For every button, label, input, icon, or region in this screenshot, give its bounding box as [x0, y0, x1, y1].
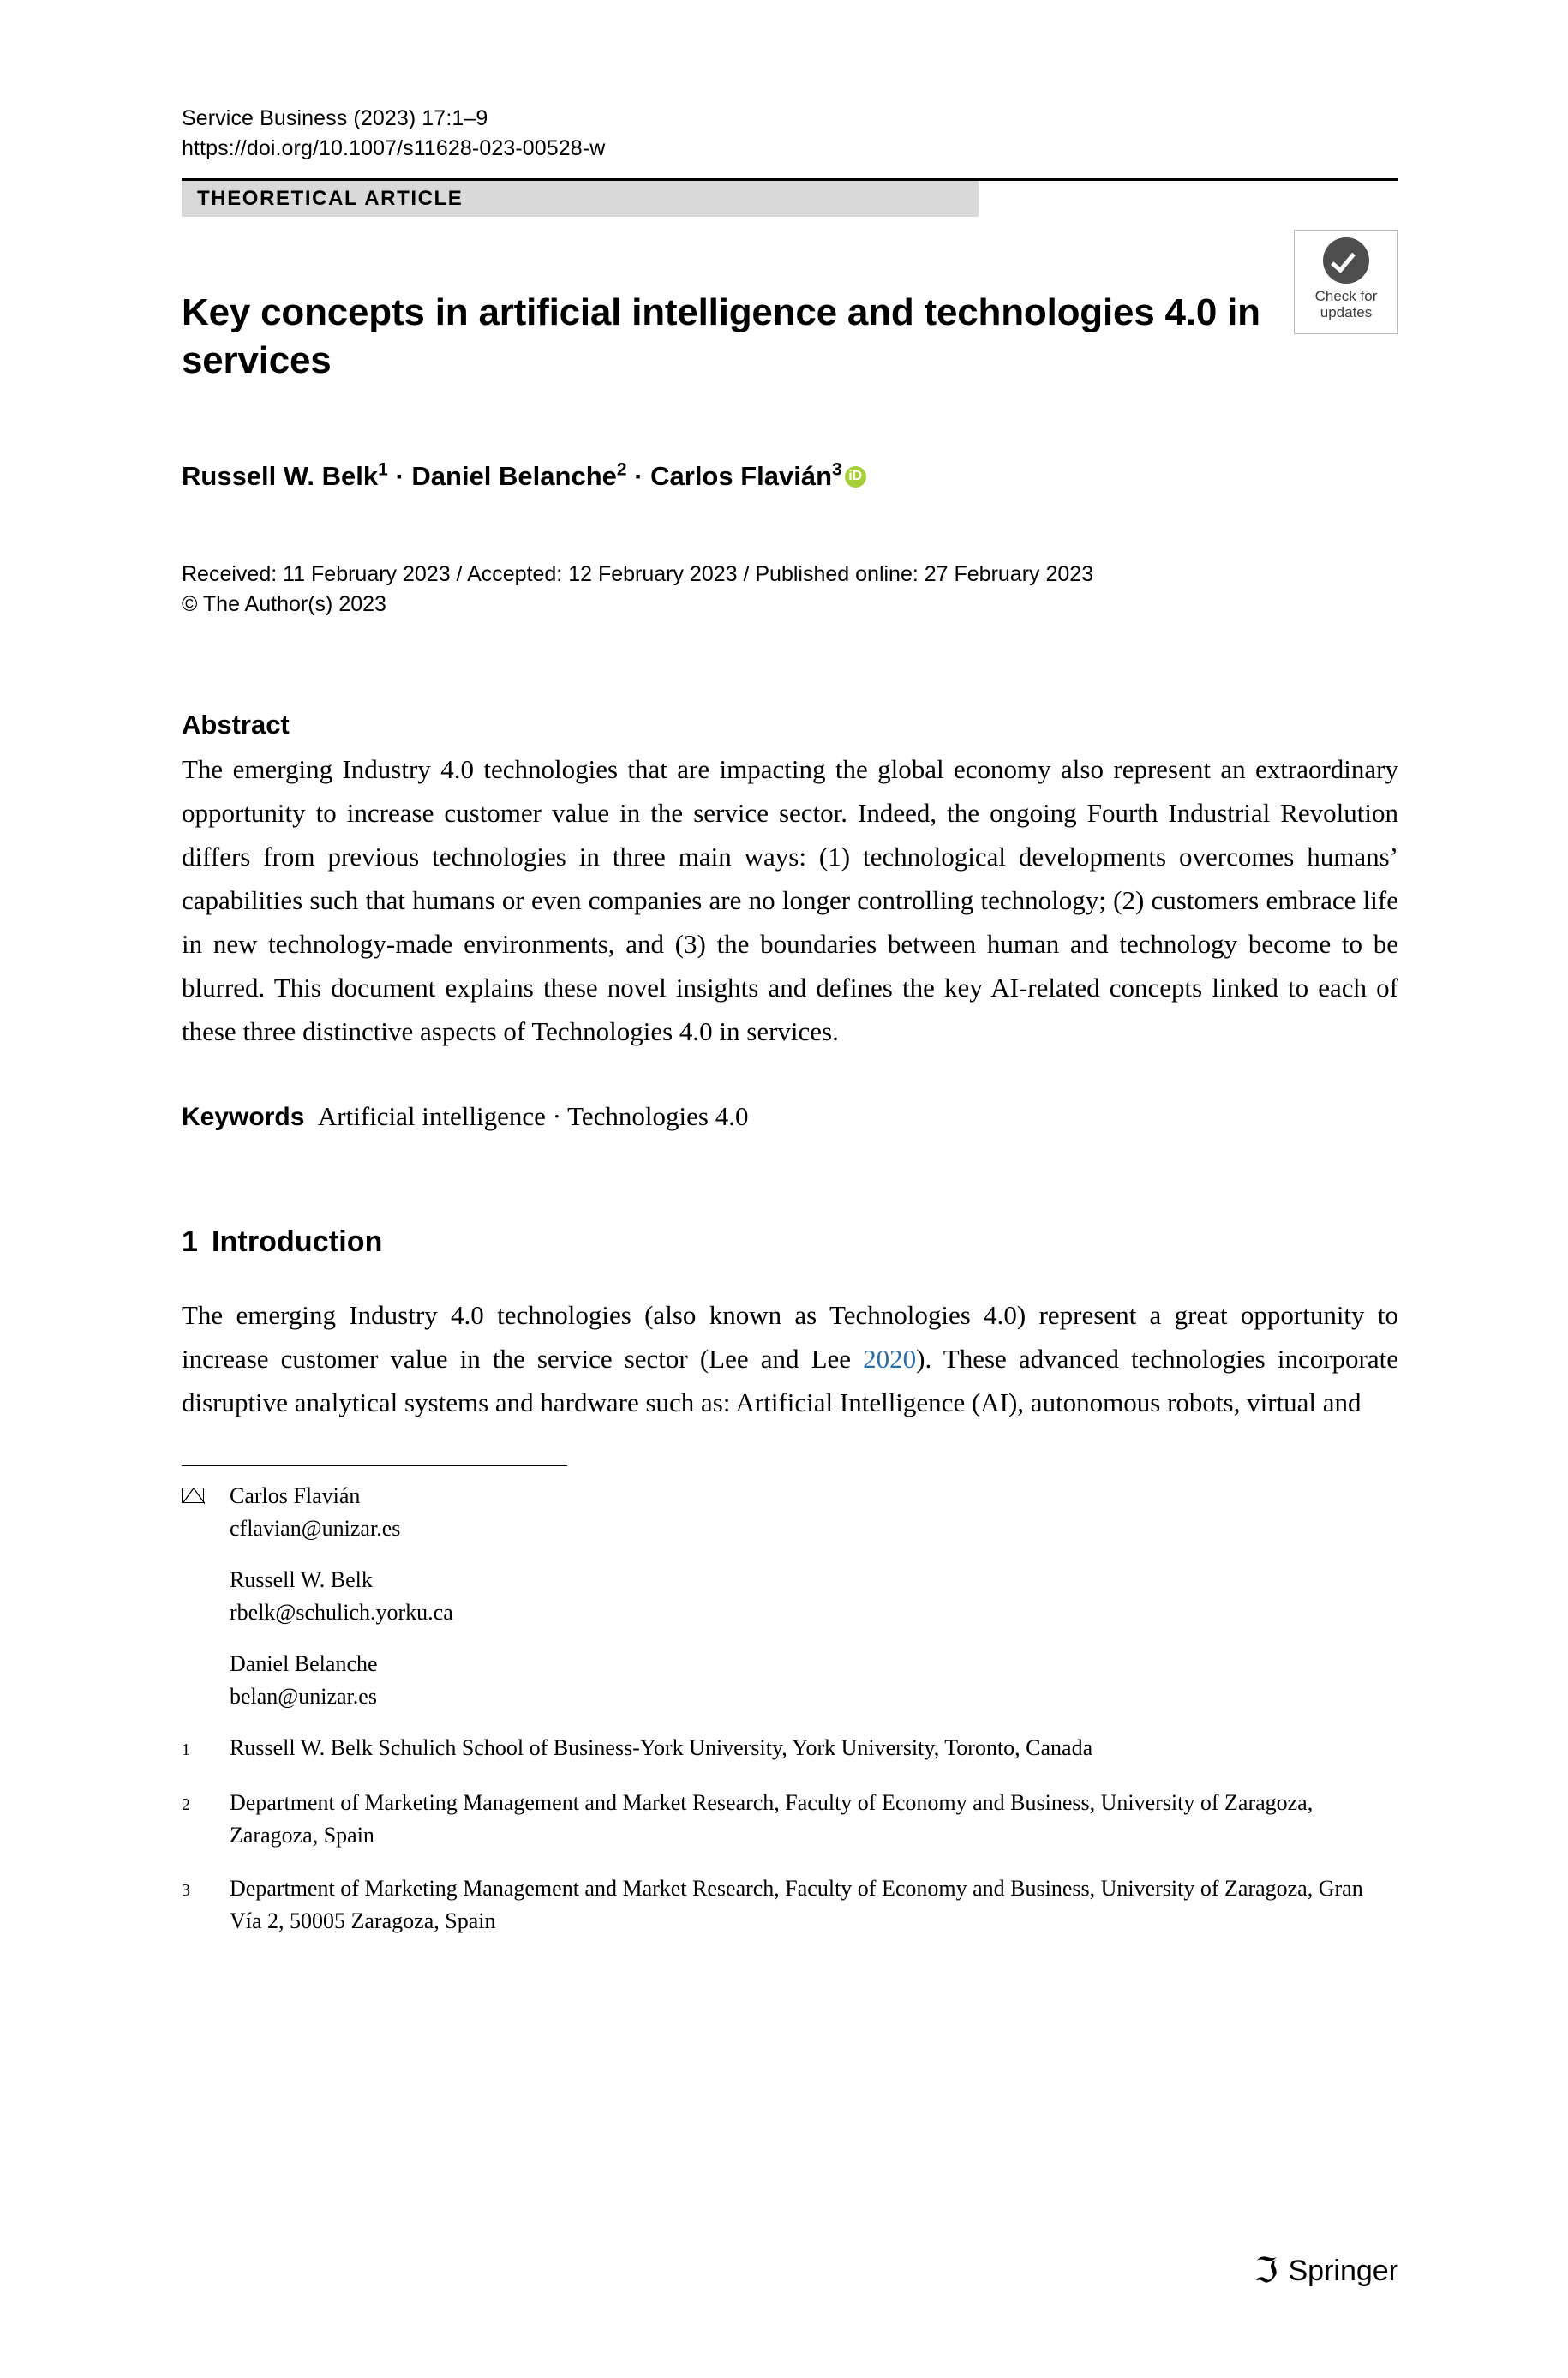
affiliation-text-1: Russell W. Belk Schulich School of Business-York University, York University, Toronto, Canada	[230, 1735, 1093, 1761]
springer-label: Springer	[1288, 2254, 1398, 2287]
page-title: Key concepts in artificial intelligence and technologies 4.0 in services	[182, 291, 1260, 381]
keywords-line	[182, 1098, 1398, 1136]
affiliation-marker-1: 1	[182, 1740, 190, 1760]
footnote-section	[182, 1480, 1398, 1938]
author-list	[182, 453, 1398, 494]
contact-block-3	[182, 1648, 1398, 1713]
copyright-line: © The Author(s) 2023	[182, 592, 386, 617]
contact-name-3: Daniel Belanche	[230, 1651, 378, 1677]
keywords-text: Artificial intelligence · Technologies 4.0	[317, 1101, 749, 1132]
contact-block-2	[182, 1564, 1398, 1629]
orcid-icon[interactable]	[845, 466, 866, 488]
contact-email-1[interactable]: cflavian@unizar.es	[230, 1516, 401, 1542]
contact-block-1	[182, 1480, 1398, 1545]
contact-name-2: Russell W. Belk	[230, 1567, 373, 1593]
contact-marker-2	[182, 1564, 230, 1629]
author-separator-1: ·	[395, 461, 412, 492]
contact-name-1: Carlos Flavián	[230, 1483, 361, 1509]
affiliation-marker-2: 2	[182, 1795, 190, 1815]
doi-link[interactable]: https://doi.org/10.1007/s11628-023-00528-w	[182, 136, 606, 160]
intro-text-post: ). These advanced technologies incorporate disruptive analytical systems and hardware such as: Artificial Intelligence (AI), autonomous robots, virtual and	[182, 1344, 1398, 1418]
section-heading-introduction	[182, 1225, 1398, 1259]
check-circle-icon	[1323, 237, 1369, 284]
article-type-band	[182, 181, 979, 217]
springer-mark-icon: ℑ	[1254, 2251, 1278, 2290]
publication-dates: Received: 11 February 2023 / Accepted: 12 February 2023 / Published online: 27 February 2023	[182, 562, 1094, 587]
author-name-3: Carlos Flavián$^3$	[650, 460, 842, 492]
intro-text-pre: The emerging Industry 4.0 technologies (also known as Technologies 4.0) represent a great opportunity to increase customer value in the service sector (Lee and Lee	[182, 1300, 1398, 1375]
crossmark-line2: updates	[1320, 304, 1373, 320]
page-content	[182, 0, 1398, 1958]
envelope-icon	[182, 1480, 230, 1545]
affiliation-text-3: Department of Marketing Management and Market Research, Faculty of Economy and Business, University of Zaragoza, Gran Vía 2, 50005 Zaragoza, Spain	[230, 1876, 1363, 1934]
affiliation-marker-3: 3	[182, 1881, 190, 1901]
section-title: Introduction	[212, 1225, 383, 1259]
affiliation-text-2: Department of Marketing Management and Market Research, Faculty of Economy and Business, University of Zaragoza, Zaragoza, Spain	[230, 1790, 1314, 1848]
author-separator-2: ·	[634, 461, 651, 492]
springer-logo	[1254, 2251, 1398, 2290]
contact-marker-3	[182, 1648, 230, 1713]
author-name-1: Russell W. Belk$^1$	[182, 460, 388, 492]
citation-link-lee-2020[interactable]: 2020	[863, 1344, 917, 1375]
introduction-paragraph	[182, 1293, 1398, 1424]
page-footer	[182, 2228, 1398, 2288]
abstract-heading: Abstract	[182, 710, 290, 740]
contact-email-2[interactable]: rbelk@schulich.yorku.ca	[230, 1600, 453, 1626]
article-type-label: THEORETICAL ARTICLE	[197, 187, 464, 210]
footnote-divider	[182, 1465, 567, 1466]
crossmark-line1: Check for	[1314, 288, 1378, 304]
contact-email-3[interactable]: belan@unizar.es	[230, 1684, 377, 1710]
journal-citation: Service Business (2023) 17:1–9	[182, 106, 488, 130]
abstract-text: The emerging Industry 4.0 technologies that are impacting the global economy also represent an extraordinary opportunity to increase customer value in the service sector. Indeed, the ongoing Fourth Industrial Revolution differs from previous technologies in three main ways: (1) technological developments overcomes humans’ capabilities such that humans or even companies are no longer controlling technology; (2) customers embrace life in new technology-made environments, and (3) the boundaries between human and technology become to be blurred. This document explains these novel insights and defines the key AI-related concepts linked to each of these three distinctive aspects of Technologies 4.0 in services.	[182, 754, 1398, 1047]
affiliation-1	[182, 1732, 1398, 1766]
affiliation-2	[182, 1787, 1398, 1852]
crossmark-badge[interactable]	[1294, 230, 1398, 334]
affiliation-3	[182, 1872, 1398, 1938]
author-name-2: Daniel Belanche$^2$	[411, 460, 627, 492]
section-number: 1	[182, 1225, 199, 1259]
keywords-label: Keywords	[182, 1103, 305, 1132]
